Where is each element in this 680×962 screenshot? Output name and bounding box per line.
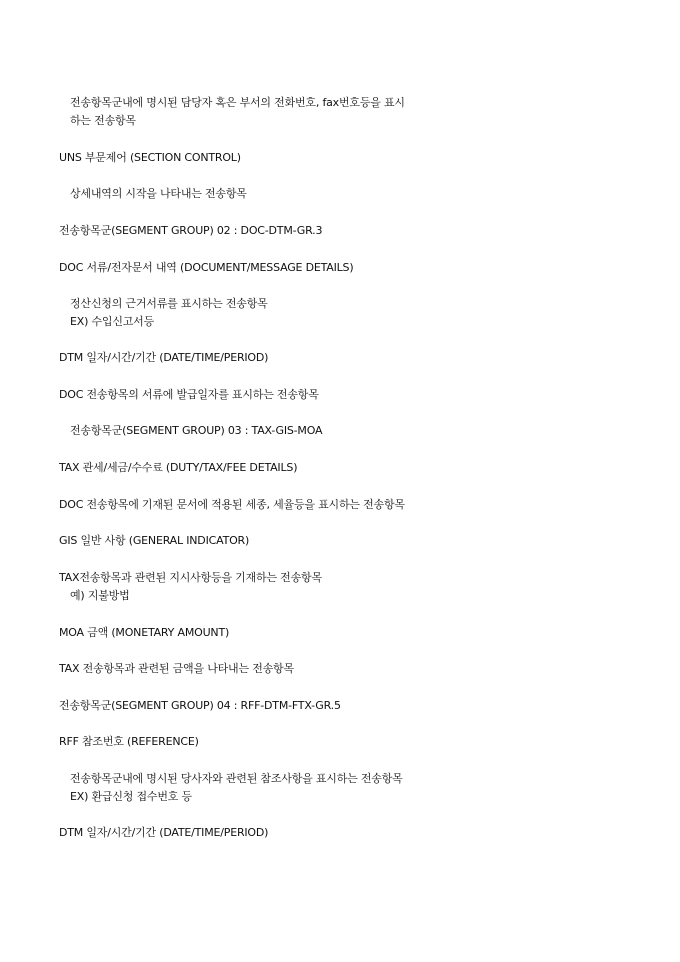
segment-group-heading: 전송항목군(SEGMENT GROUP) 02 : DOC-DTM-GR.3	[59, 224, 323, 237]
segment-heading: DOC 서류/전자문서 내역 (DOCUMENT/MESSAGE DETAILS)	[59, 261, 354, 274]
segment-heading: UNS 부문제어 (SECTION CONTROL)	[59, 151, 241, 164]
segment-group-heading: 전송항목군(SEGMENT GROUP) 04 : RFF-DTM-FTX-GR.5	[59, 699, 341, 712]
segment-heading: GIS 일반 사항 (GENERAL INDICATOR)	[59, 534, 250, 547]
segment-heading: MOA 금액 (MONETARY AMOUNT)	[59, 626, 230, 639]
segment-heading: TAX 관세/세금/수수료 (DUTY/TAX/FEE DETAILS)	[59, 461, 298, 474]
text-line: 예) 지불방법	[70, 589, 130, 602]
text-line: EX) 수입신고서등	[70, 315, 155, 328]
text-line: DOC 전송항목의 서류에 발급일자를 표시하는 전송항목	[59, 388, 319, 401]
text-line: TAX전송항목과 관련된 지시사항등을 기재하는 전송항목	[59, 571, 322, 584]
text-line: 정산신청의 근거서류를 표시하는 전송항목	[70, 297, 268, 310]
text-line: TAX 전송항목과 관련된 금액을 나타내는 전송항목	[59, 662, 294, 675]
text-line: 상세내역의 시작을 나타내는 전송항목	[70, 187, 247, 200]
text-line: EX) 환급신청 접수번호 등	[70, 790, 192, 803]
segment-heading: DTM 일자/시간/기간 (DATE/TIME/PERIOD)	[59, 826, 269, 839]
text-line: 전송항목군내에 명시된 담당자 혹은 부서의 전화번호, fax번호등을 표시	[70, 96, 405, 109]
text-line: 전송항목군내에 명시된 당사자와 관련된 참조사항을 표시하는 전송항목	[70, 772, 403, 785]
text-line: 하는 전송항목	[70, 114, 136, 127]
segment-heading: RFF 참조번호 (REFERENCE)	[59, 735, 199, 748]
segment-heading: DTM 일자/시간/기간 (DATE/TIME/PERIOD)	[59, 351, 269, 364]
segment-group-heading: 전송항목군(SEGMENT GROUP) 03 : TAX-GIS-MOA	[70, 424, 323, 437]
text-line: DOC 전송항목에 기재된 문서에 적용된 세종, 세율등을 표시하는 전송항목	[59, 498, 405, 511]
